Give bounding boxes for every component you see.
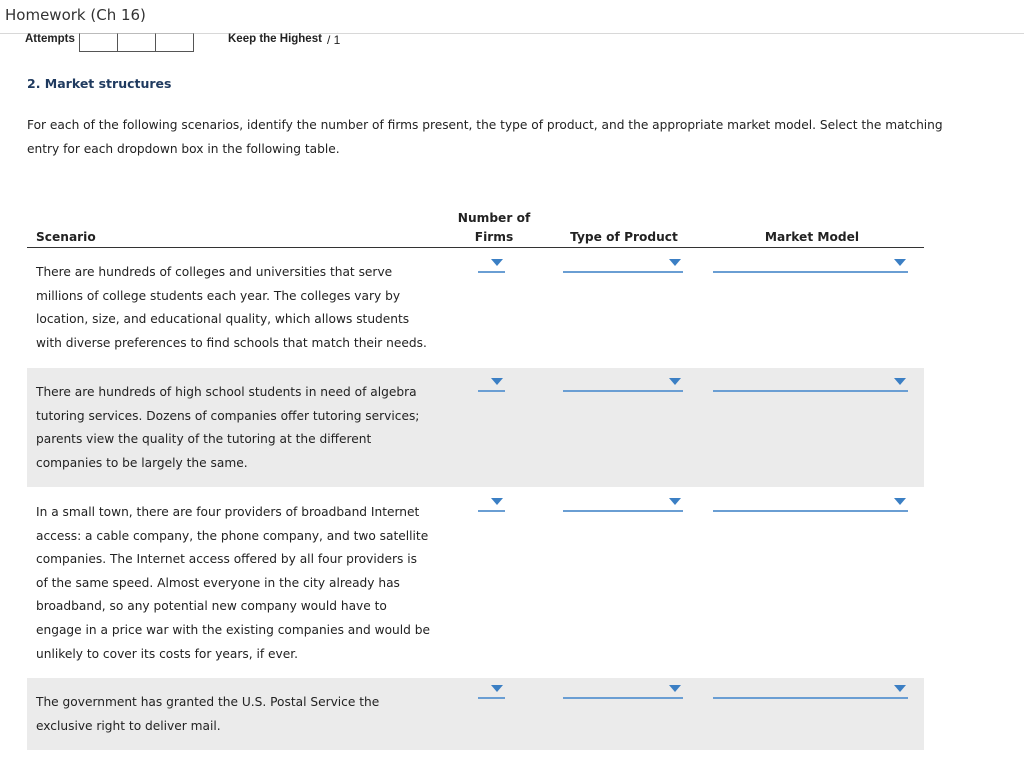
chevron-down-icon xyxy=(491,378,503,385)
column-header-firms-line1: Number of xyxy=(457,211,531,225)
product-type-dropdown[interactable] xyxy=(563,683,683,699)
attempt-indicator xyxy=(79,33,193,52)
chevron-down-icon xyxy=(894,498,906,505)
question-title: 2. Market structures xyxy=(27,76,172,91)
market-model-dropdown[interactable] xyxy=(713,376,908,392)
product-type-dropdown[interactable] xyxy=(563,496,683,512)
scenario-text: There are hundreds of high school students in need of algebra tutoring services. Dozens of companies offer tutoring services; parents view the quality of the tutoring at the different companies to be largely the same. xyxy=(36,385,420,470)
column-header-scenario: Scenario xyxy=(36,230,96,244)
scenario-text: There are hundreds of colleges and universities that serve millions of college students each year. The colleges vary by location, size, and educational quality, which allows students with diverse preferences to find schools that match their needs. xyxy=(36,265,427,350)
table-header xyxy=(27,205,924,248)
firms-dropdown[interactable] xyxy=(478,257,505,273)
market-model-dropdown[interactable] xyxy=(713,257,908,273)
chevron-down-icon xyxy=(669,259,681,266)
column-header-model: Market Model xyxy=(764,230,860,244)
chevron-down-icon xyxy=(669,378,681,385)
table-row xyxy=(27,368,924,487)
table-row xyxy=(27,678,924,750)
product-type-dropdown[interactable] xyxy=(563,376,683,392)
top-bar xyxy=(0,0,1024,34)
keep-highest-score: / 1 xyxy=(327,33,341,47)
attempt-box xyxy=(117,33,156,52)
scenario-text: The government has granted the U.S. Postal Service the exclusive right to deliver mail. xyxy=(36,695,380,733)
attempts-label: Attempts xyxy=(25,33,75,45)
chevron-down-icon xyxy=(669,685,681,692)
keep-highest-label: Keep the Highest xyxy=(228,33,322,45)
chevron-down-icon xyxy=(894,259,906,266)
chevron-down-icon xyxy=(669,498,681,505)
table-row xyxy=(27,248,924,366)
attempt-box xyxy=(155,33,194,52)
firms-dropdown[interactable] xyxy=(478,376,505,392)
firms-dropdown[interactable] xyxy=(478,496,505,512)
product-type-dropdown[interactable] xyxy=(563,257,683,273)
chevron-down-icon xyxy=(894,685,906,692)
attempt-box xyxy=(79,33,118,52)
market-structures-table xyxy=(27,205,924,733)
chevron-down-icon xyxy=(491,259,503,266)
market-model-dropdown[interactable] xyxy=(713,496,908,512)
chevron-down-icon xyxy=(491,685,503,692)
scenario-text: In a small town, there are four providers of broadband Internet access: a cable company, the phone company, and two satellite companies. The Internet access offered by all four providers is of the same speed. Almost everyone in the city already has broadband, so any potential new company would have to engage in a price war with the existing companies and would be unlikely to cover its costs for years, if ever. xyxy=(36,505,430,661)
page-title: Homework (Ch 16) xyxy=(5,6,146,24)
chevron-down-icon xyxy=(491,498,503,505)
table-row xyxy=(27,488,924,677)
firms-dropdown[interactable] xyxy=(478,683,505,699)
column-header-type: Type of Product xyxy=(570,230,678,244)
column-header-firms xyxy=(446,209,542,247)
market-model-dropdown[interactable] xyxy=(713,683,908,699)
column-header-firms-line2: Firms xyxy=(474,230,514,244)
question-instructions: For each of the following scenarios, identify the number of firms present, the type of product, and the appropriate market model. Select the matching entry for each dropdown box in the following table. xyxy=(27,118,943,156)
chevron-down-icon xyxy=(894,378,906,385)
